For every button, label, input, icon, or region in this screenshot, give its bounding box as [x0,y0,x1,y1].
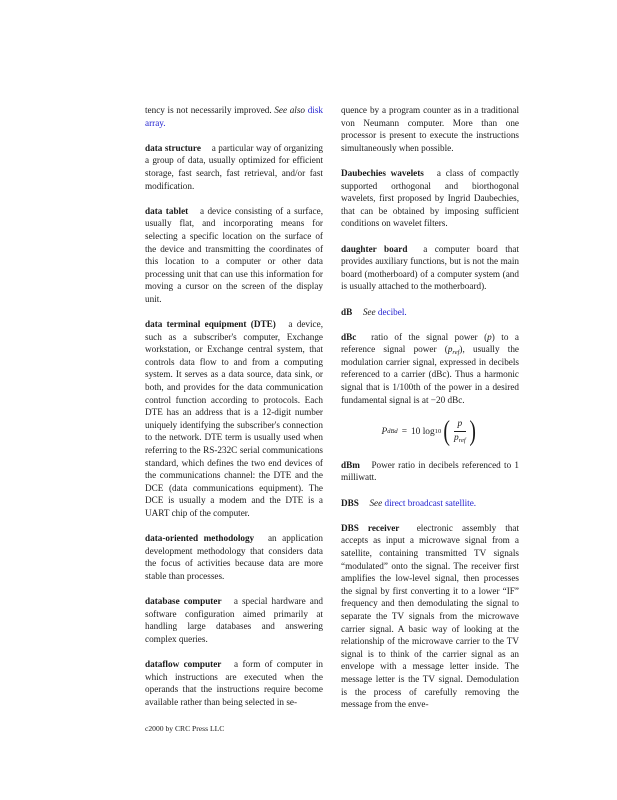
left-column [145,104,323,721]
entry-dbc: dBc ratio of the signal power (p) to a reference signal power $(p_{ref})$, usually the modulation carrier signal, expressed in decibels referenced to a carrier (dBc). Thus a harmonic signal that is 1/100th of the power in a desired fundamental signal is at −20 dBc. [341,331,519,405]
definition: an application development methodology that considers data the focus of activities because data are more stable than processes. [145,533,324,581]
term: data terminal equipment (DTE) [145,319,276,330]
entry-dataflow-computer [145,658,323,708]
term: data-oriented methodology [145,533,255,544]
term: dBc [341,331,357,342]
entry-data-structure [145,142,323,192]
definition: a form of computer in which instructions are executed when the operands that the instructions require become available rather than being selected in se- [145,659,323,707]
term: daughter board [341,243,408,254]
entry-daughter-board [341,243,519,293]
entry-data-tablet [145,205,323,306]
term: Daubechies wavelets [341,167,424,178]
definition: a device consisting of a surface, usually flat, and incorporating means for selecting a specific location on the surface of the device and transmitting the coordinates of this location to a computer or other data processing unit that can use this information for moving a cursor on the screen of the display unit. [145,205,323,304]
term: DBS [341,497,359,508]
term: data tablet [145,205,189,216]
see-also-label: See also [274,105,306,115]
entry-dbm [341,459,519,484]
term: dB [341,306,353,317]
definition: a particular way of organizing a group of data, usually optimized for efficient storage, fast search, fast retrieval, and/or fast modification. [145,142,324,191]
definition: a computer board that provides auxiliary functions, but is not the main board (motherboard) of a computer system (and is usually attached to the motherboard). [341,243,520,292]
fraction: $\frac{p}{p_{ref}}$ [454,419,466,445]
continuation-entry: quence by a program counter as in a traditional von Neumann computer. More than one processor is present to execute the instructions simultaneously when possible. [341,105,519,153]
xref-link-disk-array[interactable]: disk array. [145,105,324,128]
left-paren: ( [443,415,451,447]
right-column [341,104,519,723]
entry-dbs-receiver [341,522,519,711]
entry-dbs [341,497,519,510]
term: data structure [145,142,201,153]
see-label: See [369,497,383,508]
entry-db [341,306,519,319]
entry-data-terminal-equipment [145,318,323,520]
definition: a special hardware and software configuration aimed primarily at handling large databases and answering complex queries. [145,596,324,644]
definition: electronic assembly that accepts as input a microwave signal from a satellite, containing transmitted TV signals “modulated” onto the signal. The receiver first amplifies the low-level signal, then processes the signal by first converting it to a lower “IF” frequency and then demodulating the signal to separate the TV signals from the microwave carrier signal. A basic way of looking at the relationship of the microwave carrier to the TV signal is to think of the carrier signal as an envelope with a message letter inside. The message letter is the TV signal. Demodulation is the process of carefully removing the message from the enve- [341,522,519,710]
term: DBS receiver [341,522,400,533]
continuation-entry: tency is not necessarily improved. See also disk array. [145,105,324,128]
copyright-footer: c2000 by CRC Press LLC [145,724,225,733]
term: dBm [341,459,360,470]
definition: a device, such as a subscriber's computer, Exchange workstation, or Exchange central system, that controls data flow to and from a computing system. It serves as a data source, data sink, or both, and provides for the data communication control function according to protocols. Each DTE has an address that is a 12-digit number uniquely identifying the subscriber's connection to the network. DTE term is usually used when referring to the RS-232C serial communications standard, which defines the two end devices of the communications channel: the DTE and the DCE (data communications equipment). The DCE is usually a modem and the DTE is a UART chip of the computer. [145,319,324,518]
xref-link-direct-broadcast-satellite[interactable]: direct broadcast satellite. [384,497,477,508]
definition: a class of compactly supported orthogonal and biorthogonal wavelets, first proposed by Ingrid Daubechies, that can be obtained by imposing sufficient conditions on wavelet filters. [341,167,520,229]
entry-data-oriented-methodology [145,532,323,582]
definition: Power ratio in decibels referenced to 1 milliwatt. [341,459,520,483]
entry-daubechies-wavelets [341,167,519,230]
right-paren: ) [469,415,477,447]
term: database computer [145,596,222,607]
term: dataflow computer [145,659,222,670]
dbc-formula: P dBd = 10 log 10 ( $\frac{p}{p_{ref}}$ ) [381,415,477,447]
xref-link-decibel[interactable]: decibel. [377,306,407,317]
see-label: See [362,306,376,317]
entry-database-computer [145,595,323,645]
